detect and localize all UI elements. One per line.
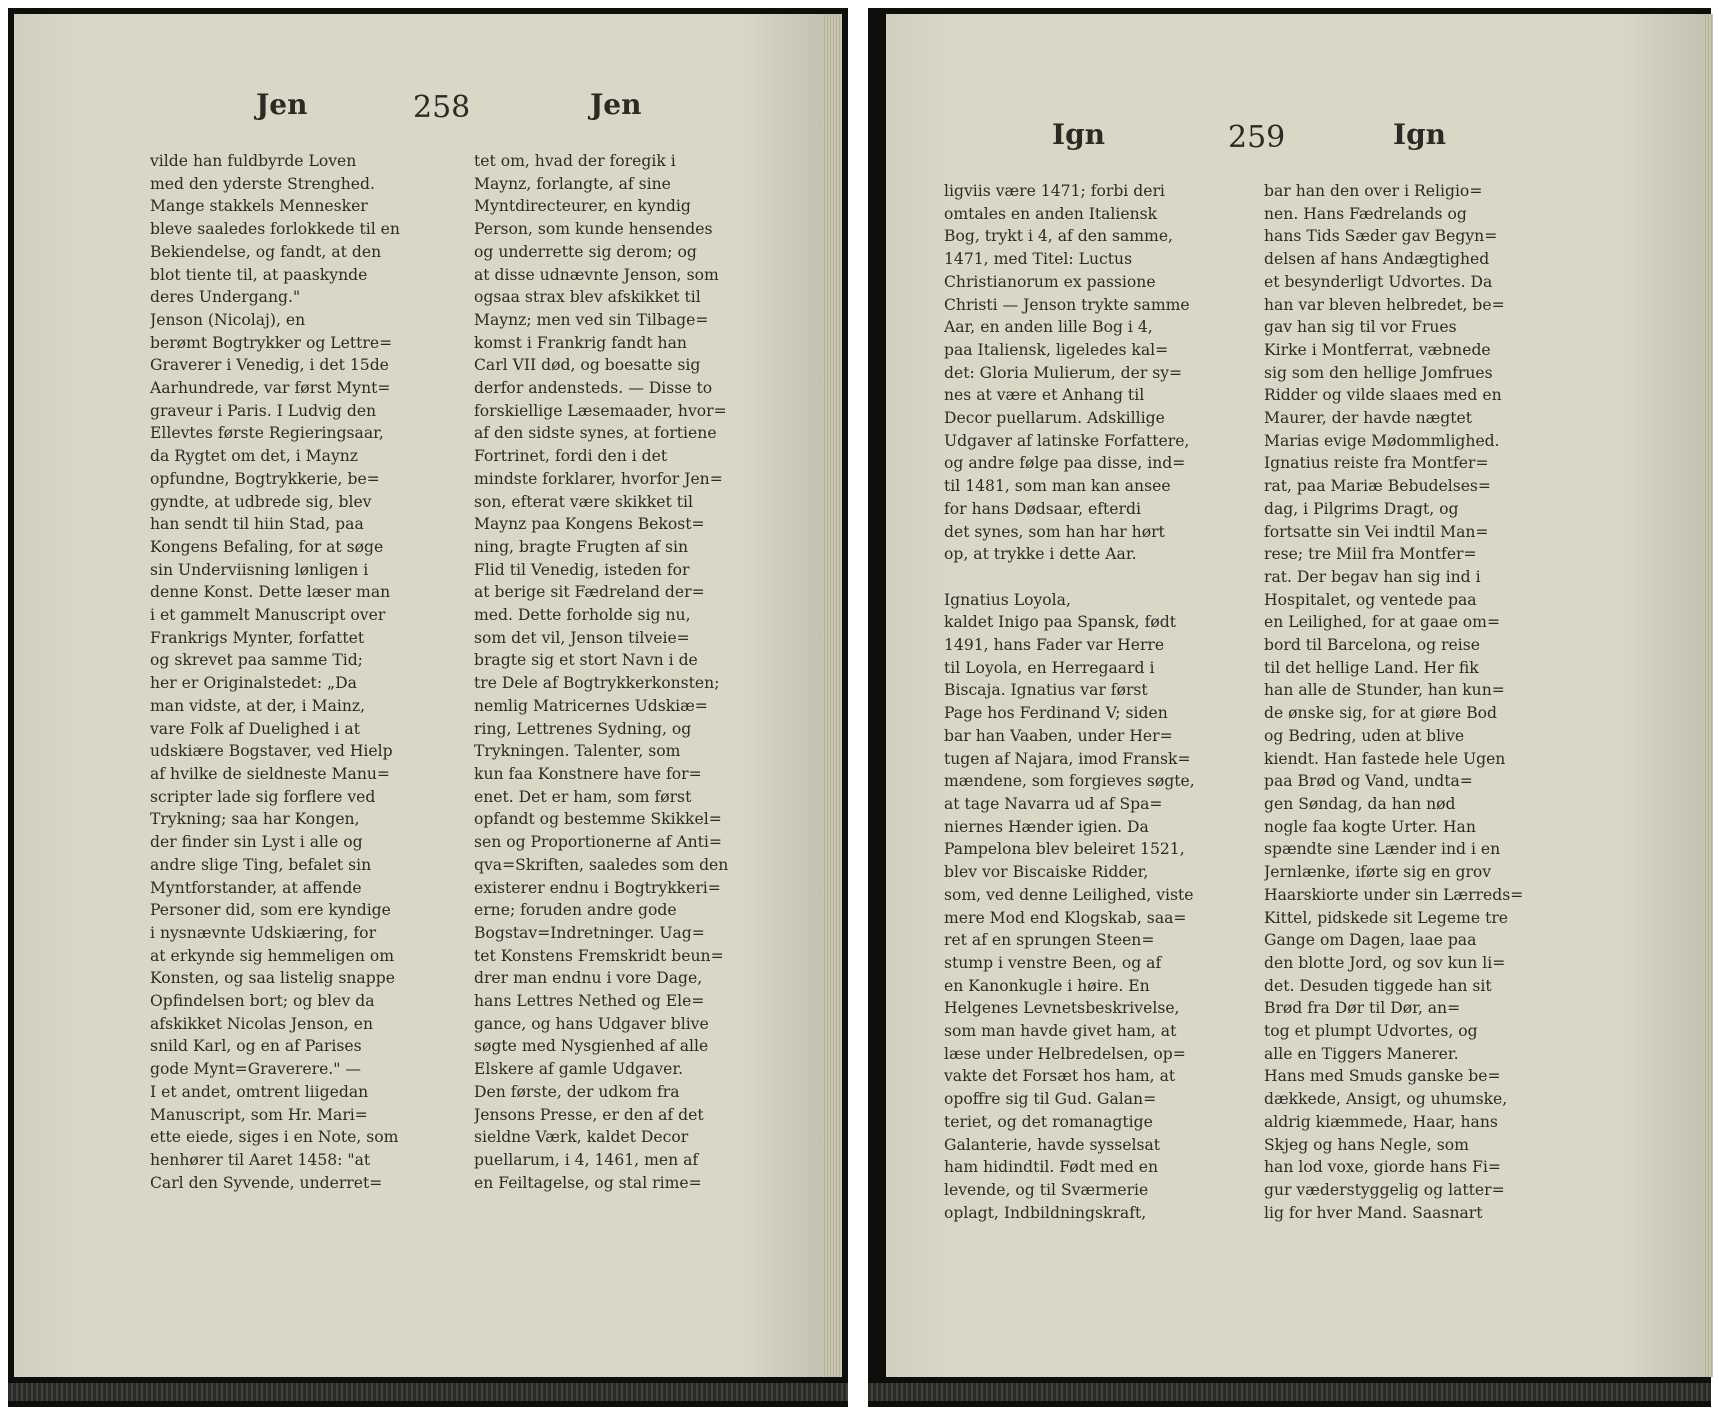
text-line: udskiære Bogstaver, ved Hielp	[150, 742, 393, 761]
text-line: Trykningen. Talenter, som	[474, 742, 681, 761]
text-line: ette eiede, siges i en Note, som	[150, 1128, 399, 1147]
text-line: gance, og hans Udgaver blive	[474, 1014, 709, 1033]
text-line: levende, og til Sværmerie	[944, 1180, 1149, 1199]
text-line: delsen af hans Andægtighed	[1264, 250, 1490, 269]
text-line: en Leilighed, for at gaae om=	[1264, 613, 1501, 632]
right-column-2	[1264, 180, 1556, 1224]
text-line: Opfindelsen bort; og blev da	[150, 992, 375, 1011]
text-line: Jensons Presse, er den af det	[474, 1105, 704, 1124]
text-line: Bekiendelse, og fandt, at den	[150, 242, 382, 261]
text-line: Myntdirecteurer, en kyndig	[474, 197, 691, 216]
text-line: Den første, der udkom fra	[474, 1082, 680, 1101]
text-line: dækkede, Ansigt, og uhumske,	[1264, 1090, 1508, 1109]
text-line: stump i venstre Been, og af	[944, 953, 1162, 972]
text-line: Christianorum ex passione	[944, 272, 1156, 291]
text-line: spændte sine Lænder ind i en	[1264, 840, 1501, 859]
left-column-2	[474, 150, 772, 1194]
text-line: denne Konst. Dette læser man	[150, 583, 391, 602]
text-line: de ønske sig, for at giøre Bod	[1264, 704, 1498, 723]
text-line: til det hellige Land. Her fik	[1264, 658, 1479, 677]
text-line: sig som den hellige Jomfrues	[1264, 363, 1493, 382]
text-line: Marias evige Mødommlighed.	[1264, 431, 1500, 450]
text-line: af den sidste synes, at fortiene	[474, 424, 717, 443]
text-line: Jernlænke, iførte sig en grov	[1264, 863, 1492, 882]
text-line: Graverer i Venedig, i det 15de	[150, 356, 389, 375]
text-line: kaldet Inigo paa Spansk, født	[944, 613, 1176, 632]
text-line: som man havde givet ham, at	[944, 1022, 1177, 1041]
text-line: ligviis være 1471; forbi deri	[944, 182, 1165, 200]
text-line: bar han den over i Religio=	[1264, 182, 1483, 200]
text-line: Decor puellarum. Adskillige	[944, 409, 1165, 428]
text-line: Hans med Smuds ganske be=	[1264, 1067, 1501, 1086]
text-line: kiendt. Han fastede hele Ugen	[1264, 749, 1506, 768]
text-line: fortsatte sin Vei indtil Man=	[1264, 522, 1489, 541]
text-line: tog et plumpt Udvortes, og	[1264, 1022, 1478, 1041]
text-line: til Loyola, en Herregaard i	[944, 658, 1155, 677]
text-line: bragte sig et stort Navn i de	[474, 651, 698, 670]
text-line: at disse udnævnte Jenson, som	[474, 265, 719, 284]
text-line: son, efterat være skikket til	[474, 492, 693, 511]
left-column-1	[150, 150, 448, 1194]
text-line: Ellevtes første Regieringsaar,	[150, 424, 384, 443]
text-line: erne; foruden andre gode	[474, 901, 677, 920]
text-line: Person, som kunde hensendes	[474, 220, 713, 239]
text-line: som det vil, Jenson tilveie=	[474, 628, 690, 647]
text-line: gyndte, at udbrede sig, blev	[150, 492, 372, 511]
text-line: Fortrinet, fordi den i det	[474, 447, 668, 466]
text-line: mindste forklarer, hvorfor Jen=	[474, 469, 723, 488]
text-line: Pampelona blev beleiret 1521,	[944, 840, 1185, 859]
text-line: af hvilke de sieldneste Manu=	[150, 764, 390, 783]
text-line: nemlig Matricernes Udskiæ=	[474, 696, 708, 715]
text-line: Brød fra Dør til Dør, an=	[1264, 999, 1461, 1018]
text-line: han sendt til hiin Stad, paa	[150, 515, 364, 534]
text-line: kun faa Konstnere have for=	[474, 764, 702, 783]
text-line: henhører til Aaret 1458: "at	[150, 1150, 371, 1169]
text-line: ring, Lettrenes Sydning, og	[474, 719, 692, 738]
text-line: forskiellige Læsemaader, hvor=	[474, 401, 727, 420]
text-line: ham hidindtil. Født med en	[944, 1158, 1159, 1177]
text-line: sieldne Værk, kaldet Decor	[474, 1128, 689, 1147]
text-line: Skjeg og hans Negle, som	[1264, 1135, 1469, 1154]
text-line: han lod voxe, giorde hans Fi=	[1264, 1158, 1501, 1177]
text-line: et besynderligt Udvortes. Da	[1264, 272, 1493, 291]
text-line: at erkynde sig hemmeligen om	[150, 946, 395, 965]
text-line: Manuscript, som Hr. Mari=	[150, 1105, 368, 1124]
text-line: vakte det Forsæt hos ham, at	[944, 1067, 1176, 1086]
text-line: gen Søndag, da han nød	[1264, 794, 1456, 813]
text-line: Maynz paa Kongens Bekost=	[474, 515, 705, 534]
text-line: og Bedring, uden at blive	[1264, 726, 1465, 745]
text-line: ogsaa strax blev afskikket til	[474, 288, 701, 307]
text-line: opfundne, Bogtrykkerie, be=	[150, 469, 380, 488]
text-line: 1471, med Titel: Luctus	[944, 250, 1133, 269]
text-line: bord til Barcelona, og reise	[1264, 636, 1480, 655]
text-line: berømt Bogtrykker og Lettre=	[150, 333, 393, 352]
text-line: existerer endnu i Bogtrykkeri=	[474, 878, 721, 897]
text-line: her er Originalstedet: „Da	[150, 674, 357, 693]
text-line: bleve saaledes forlokkede til en	[150, 220, 400, 239]
text-line: blot tiente til, at paaskynde	[150, 265, 368, 284]
text-line: Kongens Befaling, for at søge	[150, 537, 384, 556]
text-line: til 1481, som man kan ansee	[944, 477, 1171, 496]
text-line: graveur i Paris. I Ludvig den	[150, 401, 377, 420]
text-line: Trykning; saa har Kongen,	[150, 810, 360, 829]
text-line: Kittel, pidskede sit Legeme tre	[1264, 908, 1509, 927]
text-line: op, at trykke i dette Aar.	[944, 545, 1137, 564]
text-line: og andre følge paa disse, ind=	[944, 454, 1186, 473]
text-line: Mange stakkels Mennesker	[150, 197, 368, 216]
text-line: hans Lettres Nethed og Ele=	[474, 992, 705, 1011]
text-line: teriet, og det romanagtige	[944, 1112, 1153, 1131]
text-line: gur væderstyggelig og latter=	[1264, 1180, 1505, 1199]
text-line: Ignatius reiste fra Montfer=	[1264, 454, 1489, 473]
text-line: med den yderste Strenghed.	[150, 174, 375, 193]
text-line: Personer did, som ere kyndige	[150, 901, 391, 920]
text-line: Myntforstander, at affende	[150, 878, 362, 897]
text-line: vilde han fuldbyrde Loven	[150, 152, 357, 170]
text-line: tre Dele af Bogtrykkerkonsten;	[474, 674, 720, 693]
text-line: nen. Hans Fædrelands og	[1264, 204, 1467, 223]
text-line: paa Italiensk, ligeledes kal=	[944, 340, 1169, 359]
text-line: opfandt og bestemme Skikkel=	[474, 810, 722, 829]
text-line: alle en Tiggers Manerer.	[1264, 1044, 1459, 1063]
text-line: en Feiltagelse, og stal rime=	[474, 1173, 702, 1192]
right-page-edge	[1703, 14, 1713, 1377]
text-line: rat. Der begav han sig ind i	[1264, 567, 1481, 586]
text-line: Flid til Venedig, isteden for	[474, 560, 690, 579]
left-page-number: 258	[413, 90, 471, 125]
text-line: bar han Vaaben, under Her=	[944, 726, 1173, 745]
left-bottom-edge	[8, 1383, 848, 1401]
text-line: blev vor Biscaiske Ridder,	[944, 863, 1149, 882]
text-line: andre slige Ting, befalet sin	[150, 855, 372, 874]
text-line: Ridder og vilde slaaes med en	[1264, 386, 1502, 405]
text-line: Aar, en anden lille Bog i 4,	[944, 318, 1153, 337]
text-line: Frankrigs Mynter, forfattet	[150, 628, 365, 647]
text-line: der finder sin Lyst i alle og	[150, 833, 363, 852]
text-line: qva=Skriften, saaledes som den	[474, 855, 729, 874]
right-column-1	[944, 180, 1240, 1224]
text-line: det synes, som han har hørt	[944, 522, 1165, 541]
text-line: og skrevet paa samme Tid;	[150, 651, 363, 670]
text-line: sen og Proportionerne af Anti=	[474, 833, 722, 852]
text-line: Christi — Jenson trykte samme	[944, 295, 1190, 314]
text-line	[944, 566, 1240, 589]
text-line: han var bleven helbredet, be=	[1264, 295, 1505, 314]
text-line: Elskere af gamle Udgaver.	[474, 1060, 684, 1079]
text-line: enet. Det er ham, som først	[474, 787, 692, 806]
text-line: lig for hver Mand. Saasnart	[1264, 1203, 1483, 1222]
text-line: omtales en anden Italiensk	[944, 204, 1158, 223]
text-line: nes at være et Anhang til	[944, 386, 1145, 405]
text-line: ning, bragte Frugten af sin	[474, 537, 688, 556]
text-line: og underrette sig derom; og	[474, 242, 697, 261]
left-running-head-left: Jen	[256, 88, 308, 121]
text-line: gode Mynt=Graverere." —	[150, 1060, 361, 1079]
text-line: da Rygtet om det, i Maynz	[150, 447, 359, 466]
text-line: puellarum, i 4, 1461, men af	[474, 1150, 699, 1169]
text-line: en Kanonkugle i høire. En	[944, 976, 1150, 995]
text-line: mændene, som forgieves søgte,	[944, 772, 1195, 791]
text-line: niernes Hænder igien. Da	[944, 817, 1149, 836]
text-line: opoffre sig til Gud. Galan=	[944, 1090, 1157, 1109]
text-line: Udgaver af latinske Forfattere,	[944, 431, 1190, 450]
text-line: at tage Navarra ud af Spa=	[944, 794, 1163, 813]
text-line: Jenson (Nicolaj), en	[150, 310, 306, 329]
text-line: komst i Frankrig fandt han	[474, 333, 687, 352]
text-line: ret af en sprungen Steen=	[944, 931, 1155, 950]
text-line: Gange om Dagen, laae paa	[1264, 931, 1477, 950]
right-bottom-edge	[868, 1383, 1711, 1401]
text-line: Maurer, der havde nægtet	[1264, 409, 1473, 428]
text-line: tugen af Najara, imod Fransk=	[944, 749, 1191, 768]
right-running-head-right: Ign	[1393, 118, 1447, 151]
text-line: for hans Dødsaar, efterdi	[944, 499, 1141, 518]
text-line: søgte med Nysgienhed af alle	[474, 1037, 709, 1056]
left-page-edge	[822, 14, 842, 1377]
text-line: Hospitalet, og ventede paa	[1264, 590, 1477, 609]
text-line: Bogstav=Indretninger. Uag=	[474, 923, 705, 942]
text-line: snild Karl, og en af Parises	[150, 1037, 362, 1056]
text-line: oplagt, Indbildningskraft,	[944, 1203, 1147, 1222]
text-line: rese; tre Miil fra Montfer=	[1264, 545, 1477, 564]
text-line: drer man endnu i vore Dage,	[474, 969, 703, 988]
text-line: Maynz, forlangte, af sine	[474, 174, 671, 193]
text-line: Galanterie, havde sysselsat	[944, 1135, 1161, 1154]
right-running-head-left: Ign	[1052, 118, 1106, 151]
text-line: det: Gloria Mulierum, der sy=	[944, 363, 1183, 382]
text-line: Helgenes Levnetsbeskrivelse,	[944, 999, 1180, 1018]
text-line: Haarskiorte under sin Lærreds=	[1264, 885, 1524, 904]
text-line: han alle de Stunder, han kun=	[1264, 681, 1505, 700]
text-line: nogle faa kogte Urter. Han	[1264, 817, 1476, 836]
text-line: Aarhundrede, var først Mynt=	[150, 379, 391, 398]
text-line: med. Dette forholde sig nu,	[474, 606, 691, 625]
text-line: afskikket Nicolas Jenson, en	[150, 1014, 373, 1033]
text-line: i nysnævnte Udskiæring, for	[150, 923, 377, 942]
text-line: at berige sit Fædreland der=	[474, 583, 705, 602]
text-line: Page hos Ferdinand V; siden	[944, 704, 1168, 723]
text-line: mere Mod end Klogskab, saa=	[944, 908, 1187, 927]
text-line: hans Tids Sæder gav Begyn=	[1264, 227, 1498, 246]
text-line: sin Underviisning lønligen i	[150, 560, 369, 579]
text-line: Biscaja. Ignatius var først	[944, 681, 1148, 700]
text-line: deres Undergang."	[150, 288, 301, 307]
text-line: som, ved denne Leilighed, viste	[944, 885, 1194, 904]
text-line: 1491, hans Fader var Herre	[944, 636, 1165, 655]
text-line: Kirke i Montferrat, væbnede	[1264, 340, 1491, 359]
text-line: Carl den Syvende, underret=	[150, 1173, 383, 1192]
right-page-number: 259	[1228, 120, 1286, 155]
text-line: Carl VII død, og boesatte sig	[474, 356, 701, 375]
text-line: paa Brød og Vand, undta=	[1264, 772, 1473, 791]
text-line: tet Konstens Fremskridt beun=	[474, 946, 724, 965]
text-line: Bog, trykt i 4, af den samme,	[944, 227, 1174, 246]
text-line: vare Folk af Duelighed i at	[150, 719, 360, 738]
text-line: dag, i Pilgrims Dragt, og	[1264, 499, 1459, 518]
text-line: man vidste, at der, i Mainz,	[150, 696, 366, 715]
text-line: tet om, hvad der foregik i	[474, 152, 676, 170]
text-line: Konsten, og saa listelig snappe	[150, 969, 395, 988]
text-line: den blotte Jord, og sov kun li=	[1264, 953, 1506, 972]
text-line: Maynz; men ved sin Tilbage=	[474, 310, 709, 329]
text-line: i et gammelt Manuscript over	[150, 606, 386, 625]
text-line: gav han sig til vor Frues	[1264, 318, 1457, 337]
text-line: det. Desuden tiggede han sit	[1264, 976, 1492, 995]
text-line: rat, paa Mariæ Bebudelses=	[1264, 477, 1491, 496]
text-line: aldrig kiæmmede, Haar, hans	[1264, 1112, 1498, 1131]
text-line: I et andet, omtrent liigedan	[150, 1082, 369, 1101]
text-line: Ignatius Loyola,	[944, 590, 1071, 609]
text-line: læse under Helbredelsen, op=	[944, 1044, 1186, 1063]
text-line: derfor andensteds. — Disse to	[474, 379, 713, 398]
left-running-head-right: Jen	[590, 88, 642, 121]
text-line: scripter lade sig forflere ved	[150, 787, 376, 806]
